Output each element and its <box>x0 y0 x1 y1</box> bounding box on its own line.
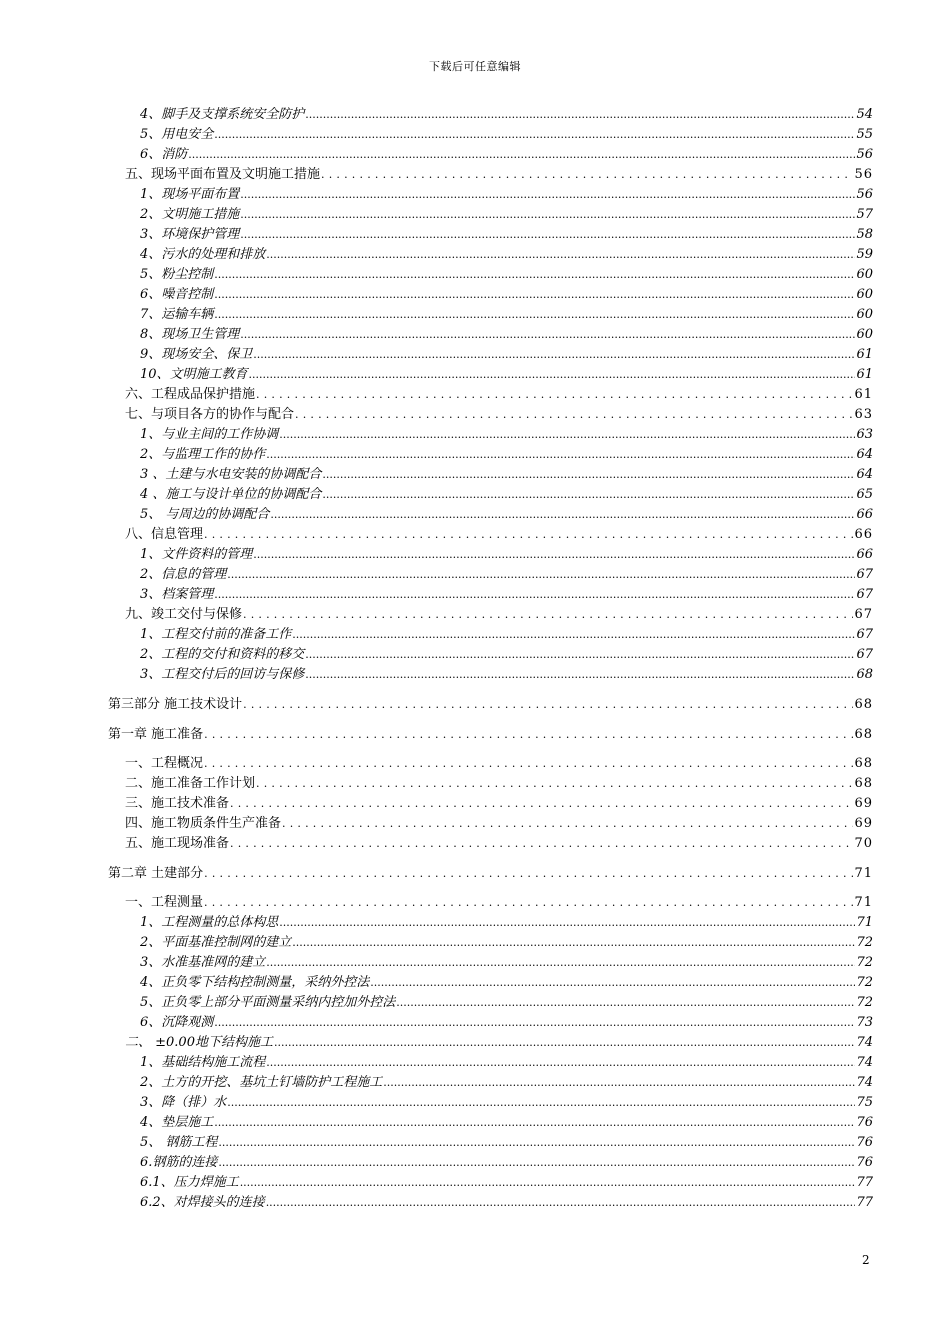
toc-entry[interactable] <box>108 145 873 165</box>
page-number: 2 <box>862 1253 870 1267</box>
toc-entry-title: 一、工程测量 <box>125 895 204 910</box>
toc-entry[interactable] <box>108 265 873 285</box>
dot-leader <box>214 1013 855 1033</box>
toc-entry[interactable] <box>108 245 873 265</box>
dot-leader <box>321 165 853 185</box>
toc-entry-page: 56 <box>854 167 873 182</box>
toc-entry-title: 九、竣工交付与保修 <box>125 607 243 622</box>
toc-entry-page: 60 <box>856 307 873 322</box>
toc-entry-page: 61 <box>856 347 873 362</box>
dot-leader <box>396 993 855 1013</box>
dot-leader <box>270 505 855 525</box>
toc-entry-title: 5、 钢筋工程 <box>140 1135 218 1150</box>
toc-entry-title: 二、施工准备工作计划 <box>125 776 256 791</box>
toc-entry-title: 八、信息管理 <box>125 527 204 542</box>
toc-entry-title: 5、用电安全 <box>140 127 214 142</box>
toc-entry-title: 1、与业主间的工作协调 <box>140 427 279 442</box>
toc-entry-title: 二、 ±0.00地下结构施工 <box>125 1035 273 1050</box>
dot-leader <box>279 913 855 933</box>
toc-entry-page: 75 <box>856 1095 873 1110</box>
dot-leader <box>240 1173 856 1193</box>
toc-entry[interactable] <box>108 893 873 913</box>
dot-leader <box>266 1193 856 1213</box>
toc-entry[interactable] <box>108 1053 873 1073</box>
toc-entry-page: 67 <box>856 567 873 582</box>
dot-leader <box>266 953 855 973</box>
toc-entry-title: 7、运输车辆 <box>140 307 214 322</box>
toc-entry-title: 10、文明施工教育 <box>140 367 248 382</box>
toc-entry[interactable] <box>108 695 873 715</box>
toc-entry-page: 60 <box>856 287 873 302</box>
dot-leader <box>253 545 855 565</box>
toc-entry-title: 1、工程交付前的准备工作 <box>140 627 292 642</box>
dot-leader <box>204 893 853 913</box>
toc-entry[interactable] <box>108 305 873 325</box>
toc-entry-page: 68 <box>854 776 873 791</box>
dot-leader <box>204 725 853 745</box>
toc-entry[interactable] <box>108 913 873 933</box>
toc-entry-page: 72 <box>856 935 873 950</box>
toc-entry-title: 5、正负零上部分平面测量采纳内控加外控法 <box>140 995 396 1010</box>
toc-entry-page: 74 <box>856 1055 873 1070</box>
dot-leader <box>214 285 855 305</box>
dot-leader <box>230 834 853 854</box>
dot-leader <box>249 365 856 385</box>
toc-entry[interactable] <box>108 585 873 605</box>
dot-leader <box>240 325 855 345</box>
toc-entry-title: 6、消防 <box>140 147 188 162</box>
toc-entry-page: 59 <box>856 247 873 262</box>
dot-leader <box>204 525 853 545</box>
dot-leader <box>279 425 855 445</box>
toc-entry-title: 4、正负零下结构控制测量，采纳外控法 <box>140 975 370 990</box>
toc-entry[interactable] <box>108 525 873 545</box>
toc-entry-title: 2、信息的管理 <box>140 567 227 582</box>
toc-entry-title: 3 、土建与水电安装的协调配合 <box>140 467 322 482</box>
dot-leader <box>218 1153 855 1173</box>
dot-leader <box>322 465 855 485</box>
dot-leader <box>218 1133 855 1153</box>
toc-entry[interactable] <box>108 794 873 814</box>
toc-entry-title: 第二章 土建部分 <box>108 866 204 881</box>
toc-entry-page: 71 <box>854 895 873 910</box>
dot-leader <box>322 485 855 505</box>
dot-leader <box>383 1073 855 1093</box>
toc-entry[interactable] <box>108 125 873 145</box>
toc-entry-page: 63 <box>856 427 873 442</box>
dot-leader <box>188 145 855 165</box>
page-header: 下载后可任意编辑 <box>429 60 521 73</box>
toc-entry-page: 74 <box>856 1035 873 1050</box>
toc-entry-page: 66 <box>856 547 873 562</box>
toc-entry-page: 67 <box>854 607 873 622</box>
toc-entry[interactable] <box>108 774 873 794</box>
toc-entry-title: 三、施工技术准备 <box>125 796 230 811</box>
toc-entry-title: 3、降（排）水 <box>140 1095 227 1110</box>
toc-entry-page: 68 <box>854 697 873 712</box>
toc-entry-page: 63 <box>854 407 873 422</box>
toc-entry[interactable] <box>108 565 873 585</box>
toc-entry-title: 五、现场平面布置及文明施工措施 <box>125 167 321 182</box>
dot-leader <box>266 245 855 265</box>
toc-entry-title: 2、土方的开挖、基坑土钉墙防护工程施工 <box>140 1075 383 1090</box>
toc-entry[interactable] <box>108 405 873 425</box>
toc-entry[interactable] <box>108 345 873 365</box>
dot-leader <box>256 385 853 405</box>
dot-leader <box>266 445 855 465</box>
dot-leader <box>295 405 853 425</box>
dot-leader <box>266 1053 855 1073</box>
toc-entry-page: 72 <box>856 955 873 970</box>
dot-leader <box>227 565 855 585</box>
toc-entry-title: 4、脚手及支撑系统安全防护 <box>140 107 305 122</box>
toc-entry[interactable] <box>108 754 873 774</box>
toc-entry[interactable] <box>108 625 873 645</box>
toc-entry-page: 71 <box>854 866 873 881</box>
toc-entry[interactable] <box>108 365 873 385</box>
toc-entry-page: 61 <box>854 387 873 402</box>
toc-entry-title: 3、档案管理 <box>140 587 214 602</box>
toc-entry[interactable] <box>108 1133 873 1153</box>
toc-entry[interactable] <box>108 105 873 125</box>
toc-entry-page: 64 <box>856 467 873 482</box>
toc-entry[interactable] <box>108 1073 873 1093</box>
toc-entry-page: 68 <box>856 667 873 682</box>
toc-entry-page: 68 <box>854 727 873 742</box>
toc-entry-page: 76 <box>856 1155 873 1170</box>
toc-entry-page: 70 <box>854 836 873 851</box>
toc-entry-title: 4、垫层施工 <box>140 1115 214 1130</box>
toc-entry-page: 77 <box>856 1195 873 1210</box>
toc-entry-title: 5、粉尘控制 <box>140 267 214 282</box>
toc-entry-title: 五、施工现场准备 <box>125 836 230 851</box>
toc-entry-page: 76 <box>856 1115 873 1130</box>
toc-entry-title: 3、环境保护管理 <box>140 227 240 242</box>
toc-entry-title: 2、平面基准控制网的建立 <box>140 935 292 950</box>
toc-entry-page: 69 <box>854 816 873 831</box>
toc-entry-title: 第一章 施工准备 <box>108 727 204 742</box>
toc-entry-title: 3、水准基准网的建立 <box>140 955 266 970</box>
dot-leader <box>214 265 855 285</box>
toc-entry-page: 72 <box>856 995 873 1010</box>
toc-entry[interactable] <box>108 953 873 973</box>
toc-entry-page: 71 <box>856 915 873 930</box>
toc-entry-page: 54 <box>856 107 873 122</box>
dot-leader <box>204 864 853 884</box>
toc-entry-title: 6、沉降观测 <box>140 1015 214 1030</box>
dot-leader <box>305 645 855 665</box>
dot-leader <box>240 225 855 245</box>
toc-entry[interactable] <box>108 1153 873 1173</box>
dot-leader <box>256 774 853 794</box>
toc-entry-page: 65 <box>856 487 873 502</box>
toc-entry-page: 58 <box>856 227 873 242</box>
toc-entry[interactable] <box>108 325 873 345</box>
toc-entry-page: 60 <box>856 267 873 282</box>
toc-entry[interactable] <box>108 1033 873 1053</box>
toc-entry[interactable] <box>108 385 873 405</box>
dot-leader <box>214 125 855 145</box>
dot-leader <box>204 754 853 774</box>
toc-entry-page: 56 <box>856 147 873 162</box>
toc-entry-page: 67 <box>856 627 873 642</box>
toc-entry-title: 1、文件资料的管理 <box>140 547 253 562</box>
toc-entry-page: 77 <box>856 1175 873 1190</box>
toc-entry-title: 6.2、对焊接头的连接 <box>140 1195 265 1210</box>
table-of-contents <box>108 105 873 1213</box>
toc-entry-page: 76 <box>856 1135 873 1150</box>
dot-leader <box>292 933 855 953</box>
toc-entry-page: 67 <box>856 587 873 602</box>
dot-leader <box>253 345 855 365</box>
toc-entry[interactable] <box>108 1113 873 1133</box>
toc-entry-title: 3、工程交付后的回访与保修 <box>140 667 305 682</box>
toc-entry[interactable] <box>108 505 873 525</box>
toc-entry[interactable] <box>108 205 873 225</box>
dot-leader <box>274 1033 855 1053</box>
toc-entry-page: 67 <box>856 647 873 662</box>
dot-leader <box>214 585 855 605</box>
toc-entry-title: 一、工程概况 <box>125 756 204 771</box>
toc-entry-title: 4 、施工与设计单位的协调配合 <box>140 487 322 502</box>
toc-entry[interactable] <box>108 1093 873 1113</box>
dot-leader <box>227 1093 855 1113</box>
dot-leader <box>305 105 855 125</box>
dot-leader <box>240 205 855 225</box>
toc-entry-title: 2、工程的交付和资料的移交 <box>140 647 305 662</box>
dot-leader <box>305 665 855 685</box>
toc-entry[interactable] <box>108 445 873 465</box>
dot-leader <box>240 185 855 205</box>
toc-entry[interactable] <box>108 425 873 445</box>
dot-leader <box>243 605 853 625</box>
toc-entry-title: 6.钢筋的连接 <box>140 1155 218 1170</box>
dot-leader <box>230 794 853 814</box>
toc-entry-title: 1、基础结构施工流程 <box>140 1055 266 1070</box>
toc-entry-page: 57 <box>856 207 873 222</box>
toc-entry[interactable] <box>108 185 873 205</box>
toc-entry[interactable] <box>108 864 873 884</box>
toc-entry[interactable] <box>108 545 873 565</box>
toc-entry-title: 六、工程成品保护措施 <box>125 387 256 402</box>
dot-leader <box>214 305 855 325</box>
toc-entry[interactable] <box>108 1013 873 1033</box>
toc-entry[interactable] <box>108 834 873 854</box>
toc-entry-title: 6.1、压力焊施工 <box>140 1175 239 1190</box>
toc-entry-title: 5、 与周边的协调配合 <box>140 507 270 522</box>
toc-entry[interactable] <box>108 993 873 1013</box>
dot-leader <box>282 814 853 834</box>
dot-leader <box>370 973 855 993</box>
toc-entry[interactable] <box>108 933 873 953</box>
toc-entry[interactable] <box>108 814 873 834</box>
toc-entry[interactable] <box>108 665 873 685</box>
toc-entry-title: 4、污水的处理和排放 <box>140 247 266 262</box>
toc-entry-page: 61 <box>856 367 873 382</box>
toc-entry-title: 第三部分 施工技术设计 <box>108 697 243 712</box>
toc-entry-page: 60 <box>856 327 873 342</box>
toc-entry-page: 55 <box>856 127 873 142</box>
toc-entry-page: 69 <box>854 796 873 811</box>
toc-entry[interactable] <box>108 973 873 993</box>
toc-entry[interactable] <box>108 1173 873 1193</box>
toc-entry-title: 四、施工物质条件生产准备 <box>125 816 282 831</box>
toc-entry-title: 2、文明施工措施 <box>140 207 240 222</box>
toc-entry-title: 8、现场卫生管理 <box>140 327 240 342</box>
toc-entry-title: 七、与项目各方的协作与配合 <box>125 407 295 422</box>
toc-entry[interactable] <box>108 725 873 745</box>
toc-entry-title: 1、工程测量的总体构思 <box>140 915 279 930</box>
dot-leader <box>243 695 853 715</box>
toc-entry[interactable] <box>108 285 873 305</box>
toc-entry-page: 66 <box>856 507 873 522</box>
toc-entry-title: 6、噪音控制 <box>140 287 214 302</box>
dot-leader <box>292 625 855 645</box>
toc-entry-page: 72 <box>856 975 873 990</box>
toc-entry[interactable] <box>108 605 873 625</box>
toc-entry-title: 1、现场平面布置 <box>140 187 240 202</box>
toc-entry-page: 68 <box>854 756 873 771</box>
toc-entry-page: 56 <box>856 187 873 202</box>
toc-entry-page: 73 <box>856 1015 873 1030</box>
toc-entry-page: 74 <box>856 1075 873 1090</box>
dot-leader <box>214 1113 855 1133</box>
toc-entry[interactable] <box>108 465 873 485</box>
toc-entry-title: 9、现场安全、保卫 <box>140 347 253 362</box>
toc-entry-title: 2、与监理工作的协作 <box>140 447 266 462</box>
toc-entry-page: 66 <box>854 527 873 542</box>
toc-entry[interactable] <box>108 1193 873 1213</box>
toc-entry[interactable] <box>108 645 873 665</box>
toc-entry[interactable] <box>108 225 873 245</box>
toc-entry[interactable] <box>108 485 873 505</box>
toc-entry-page: 64 <box>856 447 873 462</box>
toc-entry[interactable] <box>108 165 873 185</box>
